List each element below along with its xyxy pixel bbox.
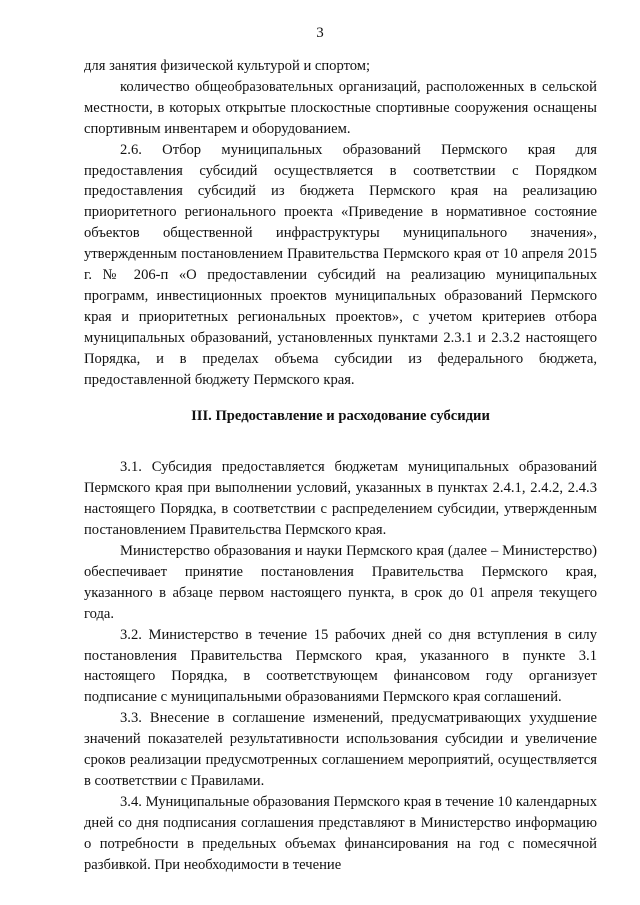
page-number: 3	[316, 25, 324, 41]
paragraph-sport-line: для занятия физической культурой и спортом;	[84, 58, 371, 74]
paragraph-2-6: 2.6. Отбор муниципальных образований Пермского края для предоставления субсидий осуществляется в соответствии с Порядком предоставления субсидий из бюджета Пермского края на реализацию приоритетного регионального проекта «Приведение в нормативное состояние объектов общественной инфраструктуры муниципального значения», утвержденным постановлением Правительства Пермского края от 10 апреля 2015 г. № 206-п «О предоставлении субсидий на реализацию муниципальных программ, инвестиционных проектов муниципальных образований Пермского края и приоритетных региональных проектов», с учетом критериев отбора муниципальных образований, установленных пунктами 2.3.1 и 2.3.2 настоящего Порядка, и в пределах объема субсидии из федерального бюджета, предоставленной бюджету Пермского края.	[84, 141, 597, 388]
paragraph-ministry: Министерство образования и науки Пермского края (далее – Министерство) обеспечивает принятие постановления Правительства Пермского края, указанного в абзаце первом настоящего пункта, в срок до 01 апреля текущего года.	[84, 543, 597, 622]
paragraph-count-organizations: количество общеобразовательных организаций, расположенных в сельской местности, в которых открытые плоскостные спортивные сооружения оснащены спортивным инвентарем и оборудованием.	[84, 78, 597, 137]
document-body	[84, 56, 597, 876]
section-heading: III. Предоставление и расходование субсидии	[191, 407, 490, 424]
paragraph-3-1: 3.1. Субсидия предоставляется бюджетам муниципальных образований Пермского края при выполнении условий, указанных в пунктах 2.4.1, 2.4.2, 2.4.3 настоящего Порядка, в соответствии с распределением субсидии, утвержденным постановлением Правительства Пермского края.	[84, 459, 597, 539]
paragraph-3-2: 3.2. Министерство в течение 15 рабочих дней со дня вступления в силу постановления Правительства Пермского края, указанного в пункте 3.1 настоящего Порядка, в соответствующем финансовом году организует подписание с муниципальными образованиями Пермского края соглашений.	[84, 626, 597, 706]
paragraph-3-4: 3.4. Муниципальные образования Пермского края в течение 10 календарных дней со дня подписания соглашения представляют в Министерство информацию о потребности в предельных объемах финансирования на год с помесячной разбивкой. При необходимости в течение	[84, 793, 597, 873]
paragraph-3-3: 3.3. Внесение в соглашение изменений, предусматривающих ухудшение значений показателей результативности использования субсидии и увеличение сроков реализации предусмотренных соглашением мероприятий, осуществляется в соответствии с Правилами.	[84, 710, 597, 789]
